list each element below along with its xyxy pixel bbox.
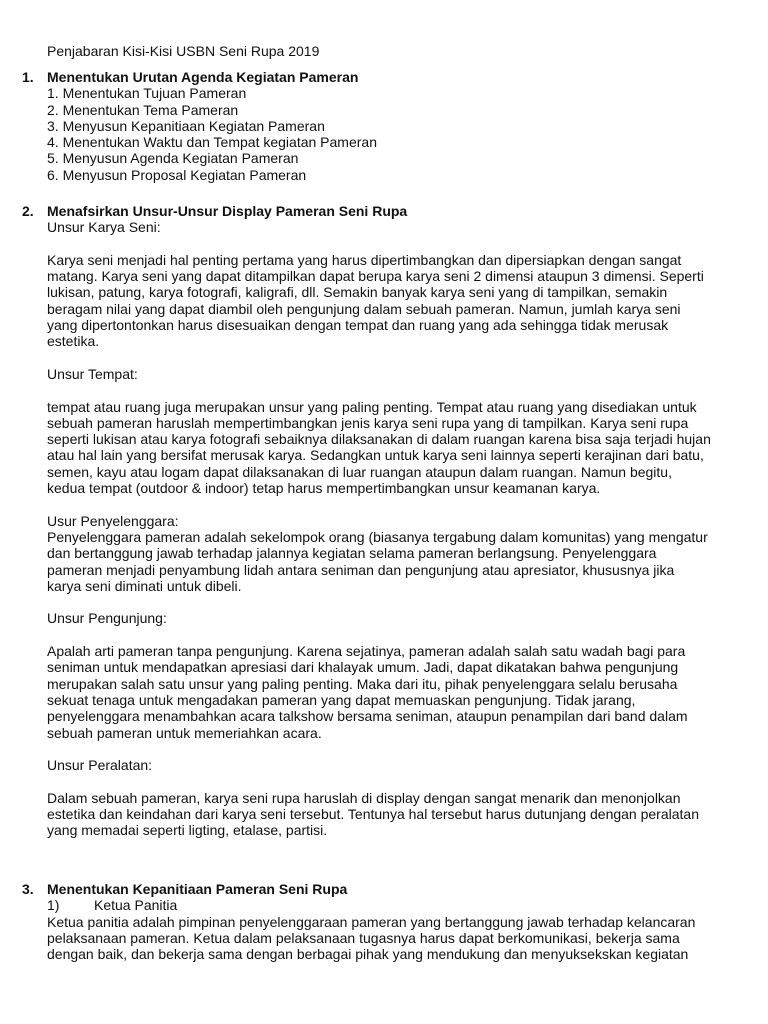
- section-1: [22, 69, 722, 183]
- text-line: dengan baik, dan bekerja sama dengan berbagai pihak yang mendukung dan menyuksekskan kegiatan: [47, 946, 689, 963]
- text-line: sebuah pameran haruslah mempertimbangkan jenis karya seni rupa yang di tampilkan. Karya seni rupa: [47, 414, 689, 431]
- list-item: 6. Menyusun Proposal Kegiatan Pameran: [47, 166, 307, 183]
- text-line: seperti lukisan atau karya fotografi sebaiknya dilaksanakan di dalam ruangan karena bisa saja terjadi hujan: [47, 431, 711, 448]
- text-line: Penyelenggara pameran adalah sekelompok orang (biasanya tergabung dalam komunitas) yang mengatur: [47, 528, 708, 545]
- section-1-heading: [22, 69, 722, 85]
- pengunjung-label: Unsur Pengunjung:: [47, 610, 167, 627]
- subsection-ketua: [22, 897, 722, 913]
- peralatan-label: Unsur Peralatan:: [47, 757, 153, 774]
- text-line: atau hal lain yang bersifat merusak karya. Sedangkan untuk karya seni lainnya seperti kerajinan dari batu,: [47, 447, 704, 464]
- subsection-title: Ketua Panitia: [94, 897, 178, 914]
- text-line: beragam nilai yang dapat diambil oleh pengunjung dalam sebuah pameran. Namun, jumlah karya seni: [47, 300, 681, 317]
- section-1-number: 1.: [22, 69, 34, 85]
- text-line: semen, kayu atau logam dapat dilaksanakan di luar ruangan ataupun dalam ruangan. Namun begitu,: [47, 463, 672, 480]
- list-item: 5. Menyusun Agenda Kegiatan Pameran: [47, 150, 299, 167]
- tempat-label: Unsur Tempat:: [47, 365, 138, 382]
- text-line: Dalam sebuah pameran, karya seni rupa haruslah di display dengan sangat menarik dan menonjolkan: [47, 789, 681, 806]
- text-line: merupakan salah satu unsur yang paling penting. Maka dari itu, pihak penyelenggara selalu berusaha: [47, 675, 678, 692]
- pengunjung-paragraph: [22, 643, 722, 741]
- tempat-paragraph: [22, 399, 722, 497]
- section-3-heading: [22, 881, 722, 897]
- text-line: matang. Karya seni yang dapat ditampilkan dapat berupa karya seni 2 dimensi ataupun 3 dimensi. Seperti: [47, 268, 704, 285]
- section-2: [22, 203, 722, 839]
- document-title: Penjabaran Kisi-Kisi USBN Seni Rupa 2019: [47, 43, 320, 59]
- section-1-list: [22, 85, 722, 183]
- text-line: sebuah pameran untuk memeriahkan acara.: [47, 724, 322, 741]
- text-line: lukisan, patung, karya fotografi, kaligrafi, dll. Semakin banyak karya seni yang di tampilkan, semakin: [47, 284, 668, 301]
- section-2-heading: [22, 203, 722, 219]
- text-line: sekuat tenaga untuk mengadakan pameran yang dapat memuaskan pengunjung. Tidak jarang,: [47, 691, 636, 708]
- section-3: [22, 881, 722, 962]
- section-2-title: Menafsirkan Unsur-Unsur Display Pameran Seni Rupa: [47, 203, 408, 219]
- text-line: dan bertanggung jawab terhadap jalannya kegiatan selama pameran berlangsung. Penyelenggara: [47, 545, 657, 562]
- ketua-paragraph: [22, 914, 722, 963]
- list-item: 4. Menentukan Waktu dan Tempat kegiatan Pameran: [47, 134, 377, 151]
- karya-paragraph: [22, 252, 722, 350]
- karya-label: Unsur Karya Seni:: [47, 219, 161, 236]
- text-line: penyelenggara menambahkan acara talkshow bersama seniman, ataupun penampilan dari band dalam: [47, 708, 688, 725]
- text-line: seniman untuk mendapatkan apresiasi dari khalayak umum. Jadi, dapat dikatakan bahwa pengunjung: [47, 659, 679, 676]
- text-line: estetika.: [47, 333, 100, 350]
- text-line: Ketua panitia adalah pimpinan penyelenggaraan pameran yang bertanggung jawab terhadap kelancaran: [47, 913, 696, 930]
- list-item: 1. Menentukan Tujuan Pameran: [47, 85, 247, 102]
- text-line: Apalah arti pameran tanpa pengunjung. Karena sejatinya, pameran adalah salah satu wadah bagi para: [47, 643, 686, 660]
- text-line: kedua tempat (outdoor & indoor) tetap harus mempertimbangkan unsur keamanan karya.: [47, 480, 601, 497]
- text-line: pameran menjadi penyambung lidah antara seniman dan pengunjung atau apresiator, khususnya jika: [47, 561, 675, 578]
- text-line: yang dipertontonkan harus disesuaikan dengan tempat dan ruang yang ada sehingga tidak merusak: [47, 317, 669, 334]
- text-line: tempat atau ruang juga merupakan unsur yang paling penting. Tempat atau ruang yang disediakan untuk: [47, 398, 697, 415]
- peralatan-paragraph: [22, 790, 722, 839]
- text-line: pelaksanaan pameran. Ketua dalam pelaksanaan tugasnya harus dapat berkomunikasi, bekerja sama: [47, 929, 680, 946]
- section-2-number: 2.: [22, 203, 34, 219]
- list-item: 2. Menentukan Tema Pameran: [47, 101, 239, 118]
- text-line: karya seni diminati untuk dibeli.: [47, 577, 242, 594]
- list-item: 3. Menyusun Kepanitiaan Kegiatan Pameran: [47, 117, 325, 134]
- section-3-title: Menentukan Kepanitiaan Pameran Seni Rupa: [47, 881, 348, 897]
- subsection-number: 1): [47, 897, 60, 914]
- text-line: estetika dan keindahan dari karya seni tersebut. Tentunya hal tersebut harus dutunjang dengan peralatan: [47, 805, 699, 822]
- section-1-title: Menentukan Urutan Agenda Kegiatan Pameran: [47, 69, 359, 85]
- text-line: yang memadai seperti ligting, etalase, partisi.: [47, 822, 328, 839]
- section-3-number: 3.: [22, 881, 34, 897]
- text-line: Karya seni menjadi hal penting pertama yang harus dipertimbangkan dan dipersiapkan dengan sangat: [47, 251, 682, 268]
- penyelenggara-label: Usur Penyelenggara:: [47, 512, 179, 529]
- penyelenggara-paragraph: [22, 529, 722, 594]
